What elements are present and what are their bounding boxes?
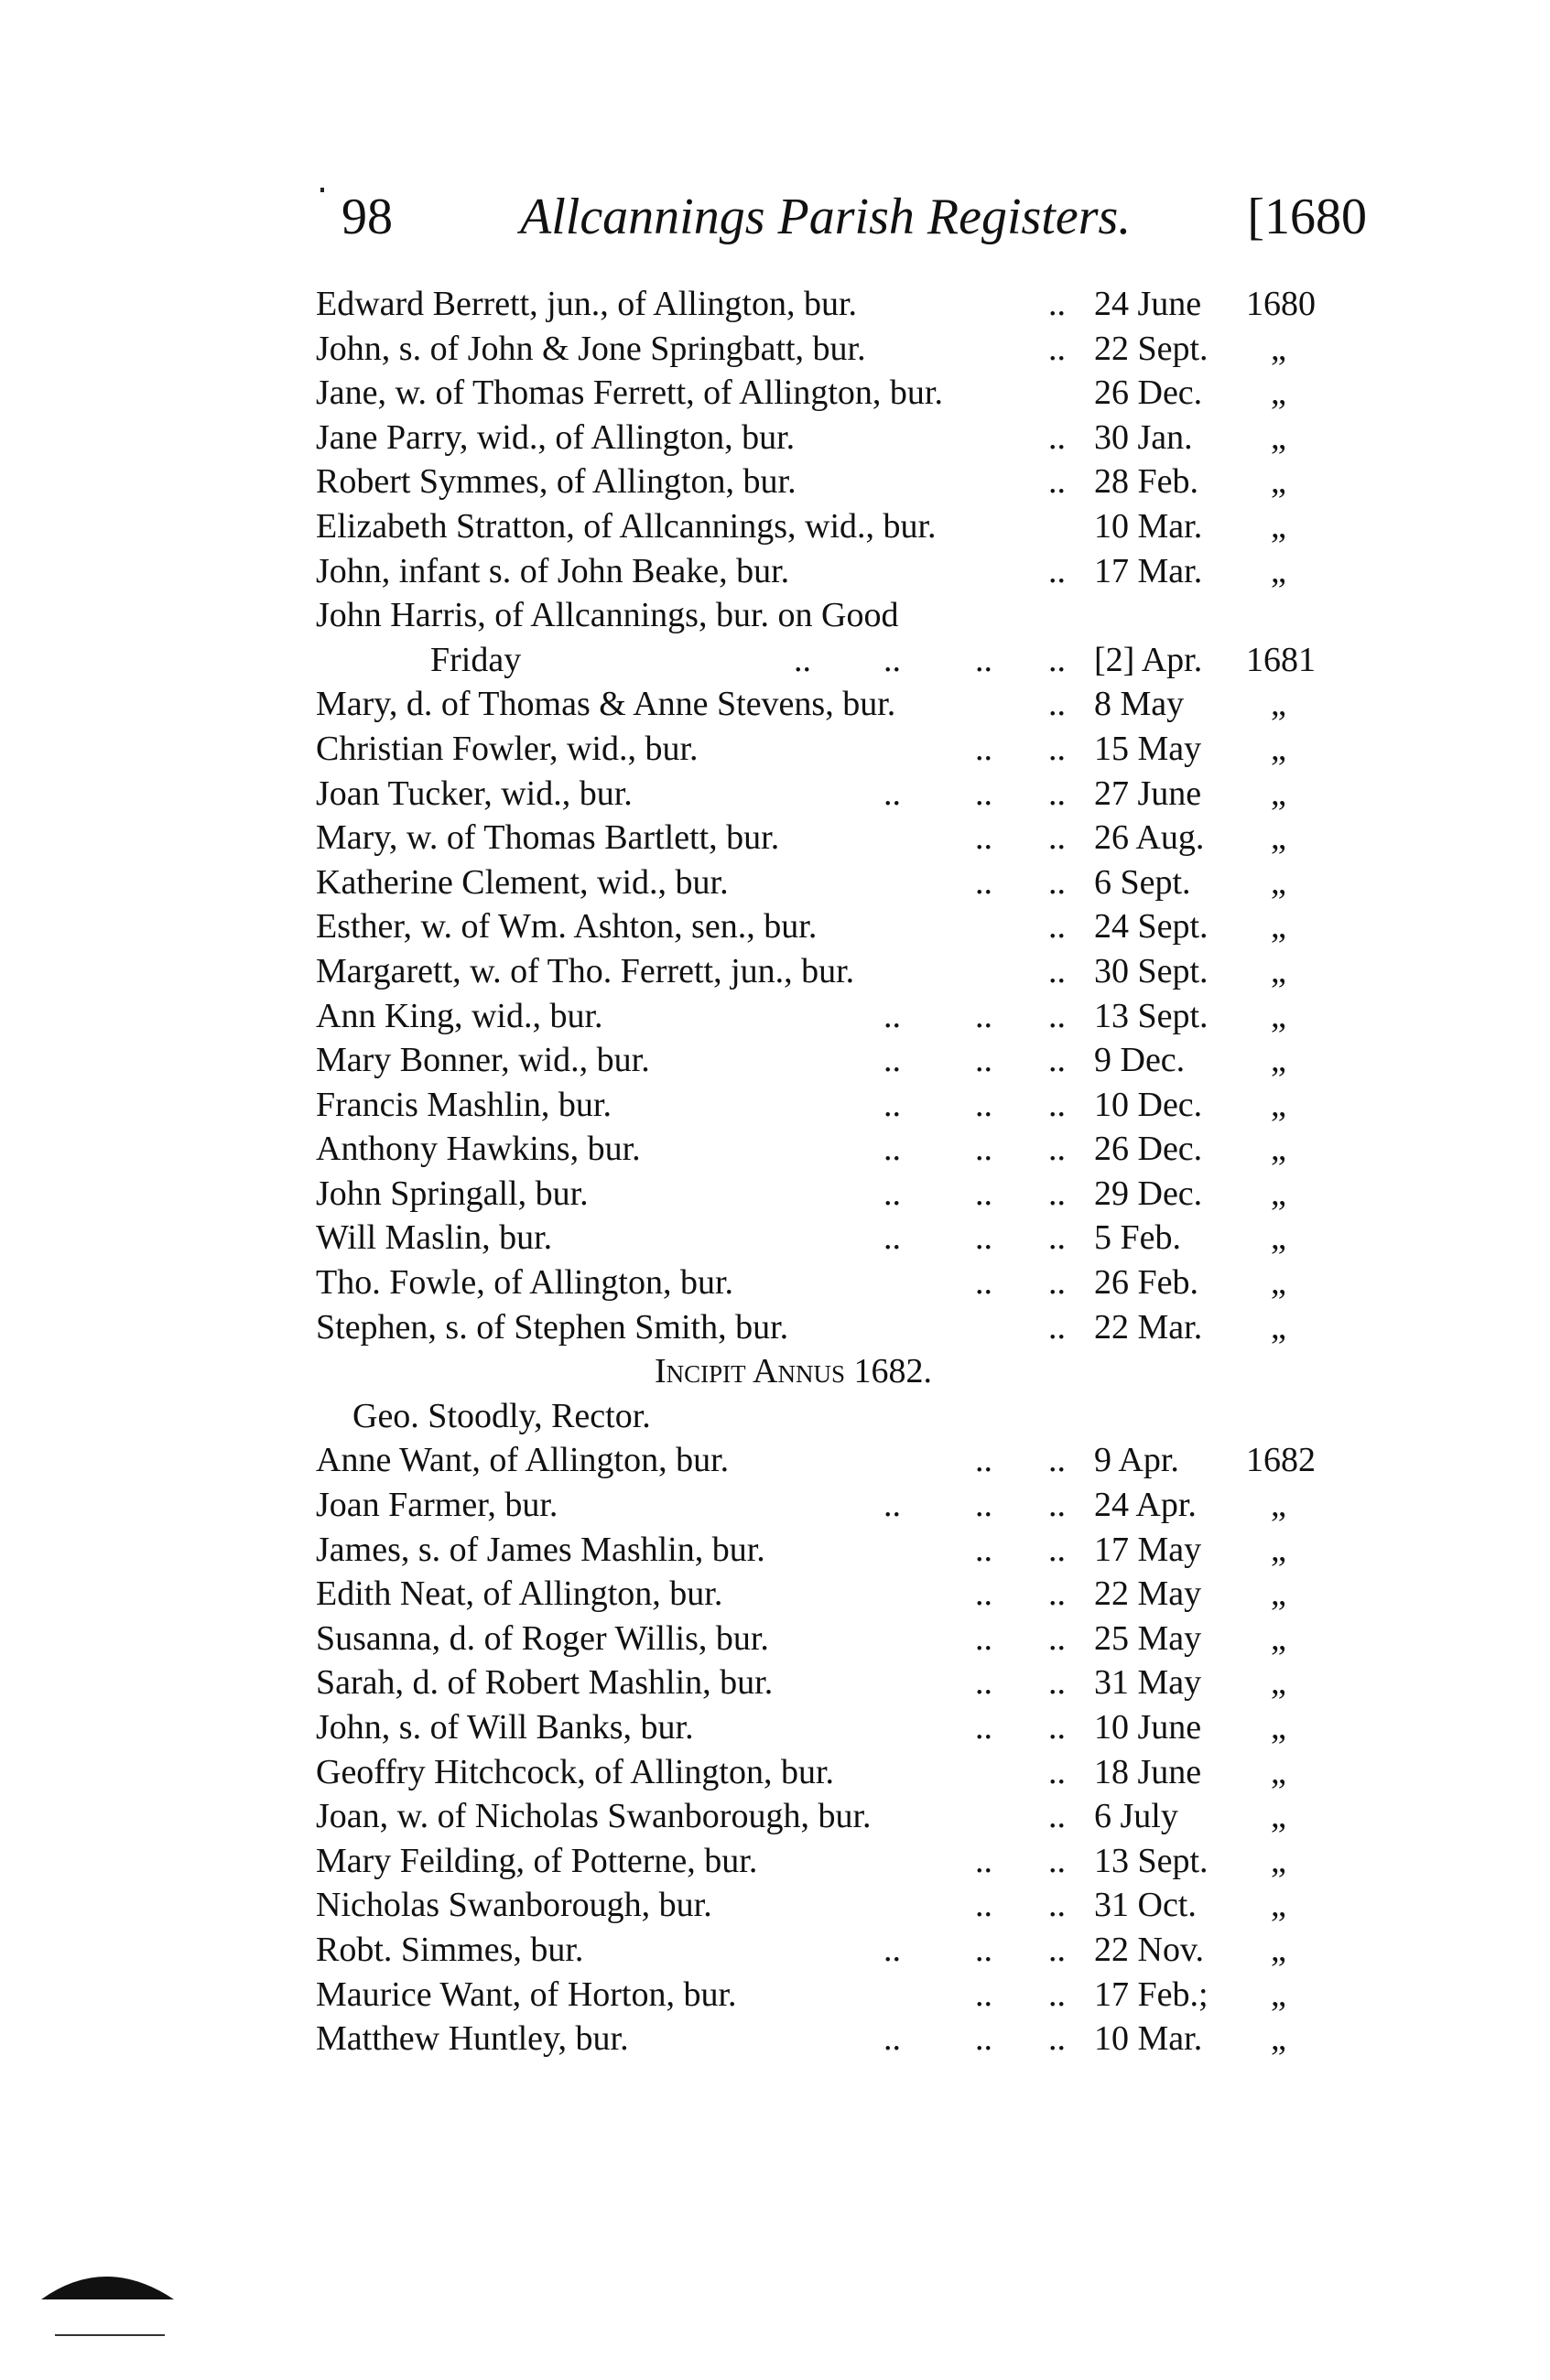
leader-dot-pair: .. [975, 818, 992, 858]
leader-dot-pair: .. [1048, 1041, 1066, 1080]
entry-year: 1682 [1246, 1441, 1316, 1480]
register-entry [316, 1083, 1341, 1128]
leader-dots [316, 1973, 1068, 2018]
leader-dots [316, 416, 1068, 460]
register-entry [316, 994, 1341, 1039]
leader-dot-pair: .. [1048, 1708, 1066, 1747]
leader-dot-pair: .. [1048, 818, 1066, 858]
leader-dot-pair: .. [975, 1085, 992, 1124]
register-entry [316, 504, 1341, 549]
leader-dots [316, 1794, 1068, 1839]
leader-dot-pair: .. [883, 1930, 901, 1969]
leader-dots [316, 1883, 1068, 1928]
entry-name: Susanna, d. of Roger Willis, bur. [316, 1618, 769, 1658]
leader-dot-pair: .. [1048, 1974, 1066, 2014]
entry-name: Mary Bonner, wid., bur. [316, 1041, 650, 1080]
leader-dot-pair: .. [1048, 1574, 1066, 1614]
entry-name: Katherine Clement, wid., bur. [316, 862, 729, 902]
register-entry [316, 1483, 1341, 1528]
leader-dot-pair: .. [883, 1130, 901, 1169]
leader-dot-pair: .. [1048, 1218, 1066, 1258]
leader-dot-pair: .. [883, 1486, 901, 1525]
leader-dot-pair: .. [975, 1663, 992, 1703]
entry-year: 1681 [1246, 640, 1316, 679]
register-entry [316, 816, 1341, 860]
ditto-mark: „ [1271, 551, 1286, 590]
leader-dot-pair: .. [1048, 1085, 1066, 1124]
leader-dot-pair: .. [1048, 462, 1066, 502]
leader-dots [316, 282, 1068, 327]
entry-date: 24 June [1094, 285, 1202, 323]
entry-name: Esther, w. of Wm. Ashton, sen., bur. [316, 907, 818, 947]
leader-dots [316, 1038, 1068, 1083]
ditto-mark: „ [1271, 1041, 1286, 1080]
leader-dot-pair: .. [1048, 862, 1066, 902]
footer-rule [55, 2334, 165, 2336]
leader-dots [316, 1750, 1068, 1795]
entry-date: 24 Sept. [1094, 907, 1209, 947]
leader-dots [316, 1438, 1068, 1483]
entry-date: 13 Sept. [1094, 996, 1209, 1035]
leader-dot-pair: .. [1048, 951, 1066, 990]
entry-name: Maurice Want, of Horton, bur. [316, 1974, 737, 2014]
leader-dot-pair: .. [1048, 1663, 1066, 1703]
entry-date: 10 Mar. [1094, 506, 1203, 546]
leader-dots [316, 816, 1068, 860]
register-entry [316, 460, 1341, 504]
register-entry [316, 1794, 1341, 1839]
leader-dot-pair: .. [883, 1085, 901, 1124]
leader-dots [316, 1216, 1068, 1260]
entry-date: 6 July [1094, 1797, 1178, 1836]
register-entry [316, 772, 1341, 817]
register-entry [316, 1705, 1341, 1750]
leader-dots [316, 549, 1068, 594]
entry-name: Margarett, w. of Tho. Ferrett, jun., bur. [316, 951, 855, 990]
entry-name: Mary, d. of Thomas & Anne Stevens, bur. [316, 685, 896, 724]
leader-dot-pair: .. [975, 1530, 992, 1569]
entry-name: Anne Want, of Allington, bur. [316, 1441, 730, 1480]
leader-dots [316, 1572, 1068, 1617]
leader-dots [316, 949, 1068, 994]
entry-name: Geoffry Hitchcock, of Allington, bur. [316, 1752, 835, 1791]
leader-dots [316, 1172, 1068, 1217]
leader-dot-pair: .. [1048, 1886, 1066, 1925]
year-heading [316, 1349, 1341, 1394]
leader-dot-pair: .. [1048, 285, 1066, 323]
leader-dot-pair: .. [1048, 774, 1066, 813]
register-entry [316, 1305, 1341, 1350]
leader-dot-pair: .. [1048, 329, 1066, 368]
leader-dot-pair: .. [975, 1618, 992, 1658]
entry-name: Mary, w. of Thomas Bartlett, bur. [316, 818, 780, 858]
leader-dot-pair: .. [975, 1841, 992, 1880]
leader-dot-pair: .. [975, 996, 992, 1035]
leader-dot-pair: .. [883, 1174, 901, 1213]
entry-date: 17 May [1094, 1530, 1202, 1569]
entry-name: Tho. Fowle, of Allington, bur. [316, 1263, 733, 1303]
ditto-mark: „ [1271, 2019, 1286, 2059]
entry-date: 10 June [1094, 1708, 1202, 1747]
leader-dot-pair: .. [975, 1263, 992, 1303]
register-entry [316, 1617, 1341, 1661]
entry-date: 22 Nov. [1094, 1930, 1204, 1969]
entry-name: Anthony Hawkins, bur. [316, 1130, 641, 1169]
entry-name: Sarah, d. of Robert Mashlin, bur. [316, 1663, 774, 1703]
entry-date: 10 Dec. [1094, 1085, 1203, 1124]
register-entry [316, 1572, 1341, 1617]
ditto-mark: „ [1271, 1930, 1286, 1969]
ditto-mark: „ [1271, 1618, 1286, 1658]
register-entry [316, 1883, 1341, 1928]
entry-name: Robt. Simmes, bur. [316, 1930, 584, 1969]
leader-dot-pair: .. [1048, 640, 1066, 679]
leader-dot-pair: .. [1048, 1307, 1066, 1347]
entry-name: John Springall, bur. [316, 1174, 589, 1213]
leader-dot-pair: .. [883, 996, 901, 1035]
ditto-mark: „ [1271, 907, 1286, 947]
register-entry [316, 1127, 1341, 1172]
leader-dot-pair: .. [1048, 729, 1066, 768]
leader-dot-pair: .. [883, 2019, 901, 2059]
ditto-mark: „ [1271, 1752, 1286, 1791]
entry-name: Geo. Stoodly, Rector. [352, 1396, 651, 1435]
ditto-mark: „ [1271, 329, 1286, 368]
leader-dots [316, 1661, 1068, 1705]
leader-dot-pair: .. [1048, 551, 1066, 590]
leader-dot-pair: .. [794, 640, 811, 679]
leader-dot-pair: .. [1048, 685, 1066, 724]
ditto-mark: „ [1271, 1663, 1286, 1703]
entry-date: 26 Dec. [1094, 1130, 1203, 1169]
leader-dots [316, 860, 1068, 905]
leader-dot-pair: .. [975, 1486, 992, 1525]
ditto-mark: „ [1271, 506, 1286, 546]
entry-date: 24 Apr. [1094, 1486, 1197, 1525]
entry-date: 26 Dec. [1094, 373, 1203, 413]
entry-name: Stephen, s. of Stephen Smith, bur. [316, 1307, 789, 1347]
register-entry [316, 327, 1341, 372]
register-entry [316, 949, 1341, 994]
entry-date: 18 June [1094, 1752, 1202, 1791]
leader-dot-pair: .. [975, 729, 992, 768]
leader-dots [316, 1528, 1068, 1573]
entry-date: 15 May [1094, 729, 1202, 768]
register-entry [316, 682, 1341, 727]
entry-date: 17 Mar. [1094, 551, 1203, 590]
leader-dots [316, 327, 1068, 372]
register-entry [316, 904, 1341, 949]
entry-date: 22 Sept. [1094, 329, 1209, 368]
entry-date: 9 Apr. [1094, 1441, 1179, 1480]
entry-date: 30 Jan. [1094, 417, 1193, 457]
leader-dot-pair: .. [975, 1708, 992, 1747]
ditto-mark: „ [1271, 685, 1286, 724]
register-entry [316, 1438, 1341, 1483]
leader-dot-pair: .. [1048, 1441, 1066, 1480]
leader-dot-pair: .. [975, 1974, 992, 2014]
register-entry [316, 1038, 1341, 1083]
leader-dot-pair: .. [1048, 1263, 1066, 1303]
ditto-mark: „ [1271, 1530, 1286, 1569]
leader-dot-pair: .. [1048, 1618, 1066, 1658]
leader-dot-pair: .. [883, 1218, 901, 1258]
leader-dot-pair: .. [975, 1574, 992, 1614]
leader-dot-pair: .. [1048, 996, 1066, 1035]
leader-dots [316, 1617, 1068, 1661]
register-entry [316, 593, 1341, 638]
leader-dot-pair: .. [975, 2019, 992, 2059]
entry-date: 26 Aug. [1094, 818, 1205, 858]
leader-dot-pair: .. [1048, 907, 1066, 947]
entry-name: Mary Feilding, of Potterne, bur. [316, 1841, 758, 1880]
entry-name: Ann King, wid., bur. [316, 996, 603, 1035]
entry-date: 8 May [1094, 685, 1185, 724]
register-entry [316, 1216, 1341, 1260]
ditto-mark: „ [1271, 1218, 1286, 1258]
register-entry [316, 1661, 1341, 1705]
ditto-mark: „ [1271, 996, 1286, 1035]
entry-name: Incipit Annus 1682. [655, 1352, 933, 1391]
leader-dot-pair: .. [975, 862, 992, 902]
entry-date: [2] Apr. [1094, 640, 1203, 679]
leader-dot-pair: .. [975, 1218, 992, 1258]
ditto-mark: „ [1271, 1708, 1286, 1747]
entry-name: John, s. of Will Banks, bur. [316, 1708, 694, 1747]
ditto-mark: „ [1271, 1974, 1286, 2014]
entry-name: Joan Farmer, bur. [316, 1486, 558, 1525]
leader-dot-pair: .. [883, 774, 901, 813]
ditto-mark: „ [1271, 1886, 1286, 1925]
entry-name: Joan, w. of Nicholas Swanborough, bur. [316, 1797, 872, 1836]
entry-name: Elizabeth Stratton, of Allcannings, wid., bur. [316, 506, 937, 546]
entry-name: Jane Parry, wid., of Allington, bur. [316, 417, 796, 457]
ditto-mark: „ [1271, 1174, 1286, 1213]
ditto-mark: „ [1271, 1574, 1286, 1614]
register-entry [316, 1973, 1341, 2018]
ditto-mark: „ [1271, 1797, 1286, 1836]
entry-name: John, infant s. of John Beake, bur. [316, 551, 790, 590]
leader-dots [316, 460, 1068, 504]
entry-name: James, s. of James Mashlin, bur. [316, 1530, 765, 1569]
leader-dot-pair: .. [1048, 1841, 1066, 1880]
register-entry [316, 1260, 1341, 1305]
register-entry [316, 416, 1341, 460]
entry-name: Edith Neat, of Allington, bur. [316, 1574, 723, 1614]
leader-dots [316, 1483, 1068, 1528]
running-title: Allcannings Parish Registers. [520, 189, 1132, 245]
entry-date: 31 May [1094, 1663, 1202, 1703]
leader-dot-pair: .. [1048, 1930, 1066, 1969]
entry-name: Friday [430, 640, 522, 679]
leader-dot-pair: .. [1048, 1174, 1066, 1213]
leader-dot-pair: .. [975, 1130, 992, 1169]
entry-name: Will Maslin, bur. [316, 1218, 553, 1258]
ditto-mark: „ [1271, 373, 1286, 413]
leader-dot-pair: .. [975, 774, 992, 813]
leader-dot-pair: .. [1048, 1752, 1066, 1791]
rector-line [316, 1394, 1341, 1439]
register-entry [316, 1839, 1341, 1884]
register-entry [316, 371, 1341, 416]
entry-name: John Harris, of Allcannings, bur. on Good [316, 596, 899, 635]
entry-date: 22 Mar. [1094, 1307, 1203, 1347]
leader-dot-pair: .. [975, 1174, 992, 1213]
entry-date: 30 Sept. [1094, 951, 1209, 990]
leader-dots [316, 1305, 1068, 1350]
entry-date: 13 Sept. [1094, 1841, 1209, 1880]
entry-name: Edward Berrett, jun., of Allington, bur. [316, 285, 858, 323]
leader-dot-pair: .. [883, 640, 901, 679]
register-entry [316, 2017, 1341, 2061]
leader-dots [316, 727, 1068, 772]
leader-dots [316, 1260, 1068, 1305]
ditto-mark: „ [1271, 1307, 1286, 1347]
ditto-mark: „ [1271, 818, 1286, 858]
ditto-mark: „ [1271, 729, 1286, 768]
ink-speck [320, 188, 324, 192]
entry-date: 31 Oct. [1094, 1886, 1197, 1925]
leader-dot-pair: .. [975, 1930, 992, 1969]
leader-dot-pair: .. [1048, 1486, 1066, 1525]
entry-date: 28 Feb. [1094, 462, 1198, 502]
leader-dots [316, 1083, 1068, 1128]
register-entry [316, 1750, 1341, 1795]
entry-name: Jane, w. of Thomas Ferrett, of Allington, bur. [316, 373, 943, 413]
entry-date: 6 Sept. [1094, 862, 1191, 902]
register-entry [316, 282, 1341, 327]
leader-dot-pair: .. [975, 1041, 992, 1080]
ditto-mark: „ [1271, 1841, 1286, 1880]
ditto-mark: „ [1271, 1263, 1286, 1303]
leader-dot-pair: .. [1048, 417, 1066, 457]
ditto-mark: „ [1271, 774, 1286, 813]
entry-name: Joan Tucker, wid., bur. [316, 774, 633, 813]
entry-name: Nicholas Swanborough, bur. [316, 1886, 712, 1925]
entry-date: 25 May [1094, 1618, 1202, 1658]
entry-name: Robert Symmes, of Allington, bur. [316, 462, 797, 502]
ditto-mark: „ [1271, 862, 1286, 902]
entry-date: 9 Dec. [1094, 1041, 1186, 1080]
page-header [341, 188, 1367, 261]
entry-name: John, s. of John & Jone Springbatt, bur. [316, 329, 866, 368]
entry-date: 17 Feb.; [1094, 1974, 1209, 2014]
register-entry [316, 549, 1341, 594]
entry-date: 22 May [1094, 1574, 1202, 1614]
leader-dots [316, 772, 1068, 817]
leader-dot-pair: .. [883, 1041, 901, 1080]
leader-dots [316, 994, 1068, 1039]
ditto-mark: „ [1271, 951, 1286, 990]
entry-date: 26 Feb. [1094, 1263, 1198, 1303]
ditto-mark: „ [1271, 1085, 1286, 1124]
register-entry [316, 638, 1341, 683]
leader-dots [316, 682, 1068, 727]
leader-dots [316, 2017, 1068, 2061]
entry-name: Matthew Huntley, bur. [316, 2019, 629, 2059]
leader-dots [316, 1928, 1068, 1973]
burial-register-list [316, 282, 1341, 2061]
ornament-mark [41, 2263, 174, 2299]
register-entry [316, 1172, 1341, 1217]
leader-dots [316, 1705, 1068, 1750]
entry-year: 1680 [1246, 285, 1316, 323]
ditto-mark: „ [1271, 1486, 1286, 1525]
leader-dots [316, 638, 1068, 683]
entry-date: 5 Feb. [1094, 1218, 1181, 1258]
leader-dot-pair: .. [1048, 1797, 1066, 1836]
leader-dot-pair: .. [975, 1886, 992, 1925]
leader-dot-pair: .. [1048, 2019, 1066, 2059]
ditto-mark: „ [1271, 462, 1286, 502]
register-entry [316, 1928, 1341, 1973]
leader-dot-pair: .. [1048, 1130, 1066, 1169]
page-number: 98 [341, 189, 393, 245]
running-year: [1680 [1247, 189, 1367, 245]
entry-date: 29 Dec. [1094, 1174, 1203, 1213]
entry-name: Francis Mashlin, bur. [316, 1085, 612, 1124]
leader-dot-pair: .. [975, 1441, 992, 1480]
leader-dot-pair: .. [975, 640, 992, 679]
entry-date: 10 Mar. [1094, 2019, 1203, 2059]
ditto-mark: „ [1271, 1130, 1286, 1169]
leader-dots [316, 1839, 1068, 1884]
register-entry [316, 1528, 1341, 1573]
leader-dot-pair: .. [1048, 1530, 1066, 1569]
register-entry [316, 727, 1341, 772]
leader-dots [316, 904, 1068, 949]
entry-date: 27 June [1094, 774, 1202, 813]
register-entry [316, 860, 1341, 905]
leader-dots [316, 1127, 1068, 1172]
entry-name: Christian Fowler, wid., bur. [316, 729, 699, 768]
ditto-mark: „ [1271, 417, 1286, 457]
